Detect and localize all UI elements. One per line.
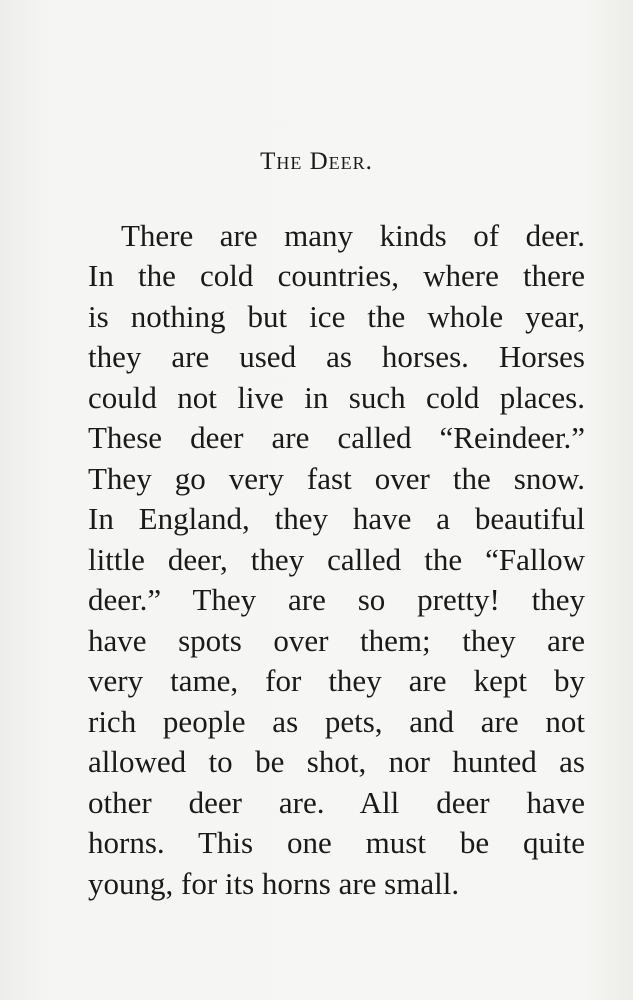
text-line: is nothing but ice the whole year, [88,299,585,334]
text-line: allowed to be shot, nor hunted as [88,744,585,779]
text-line: they are used as horses. Horses [88,339,585,374]
text-line: rich people as pets, and are not [88,704,585,739]
text-line: could not live in such cold places. [88,380,585,415]
text-line: They go very fast over the snow. [88,461,585,496]
text-line: have spots over them; they are [88,623,585,658]
text-line: horns. This one must be quite [88,825,585,860]
text-line: young, for its horns are small. [88,866,460,901]
text-line: little deer, they called the “Fallow [88,542,585,577]
text-line: In England, they have a beautiful [88,501,585,536]
text-line: deer.” They are so pretty! they [88,582,585,617]
page-title: The Deer. [260,148,373,175]
text-line: There are many kinds of deer. [121,218,585,253]
text-line: These deer are called “Reindeer.” [88,420,585,455]
text-line: very tame, for they are kept by [88,663,585,698]
text-line: In the cold countries, where there [88,258,585,293]
text-line: other deer are. All deer have [88,785,585,820]
